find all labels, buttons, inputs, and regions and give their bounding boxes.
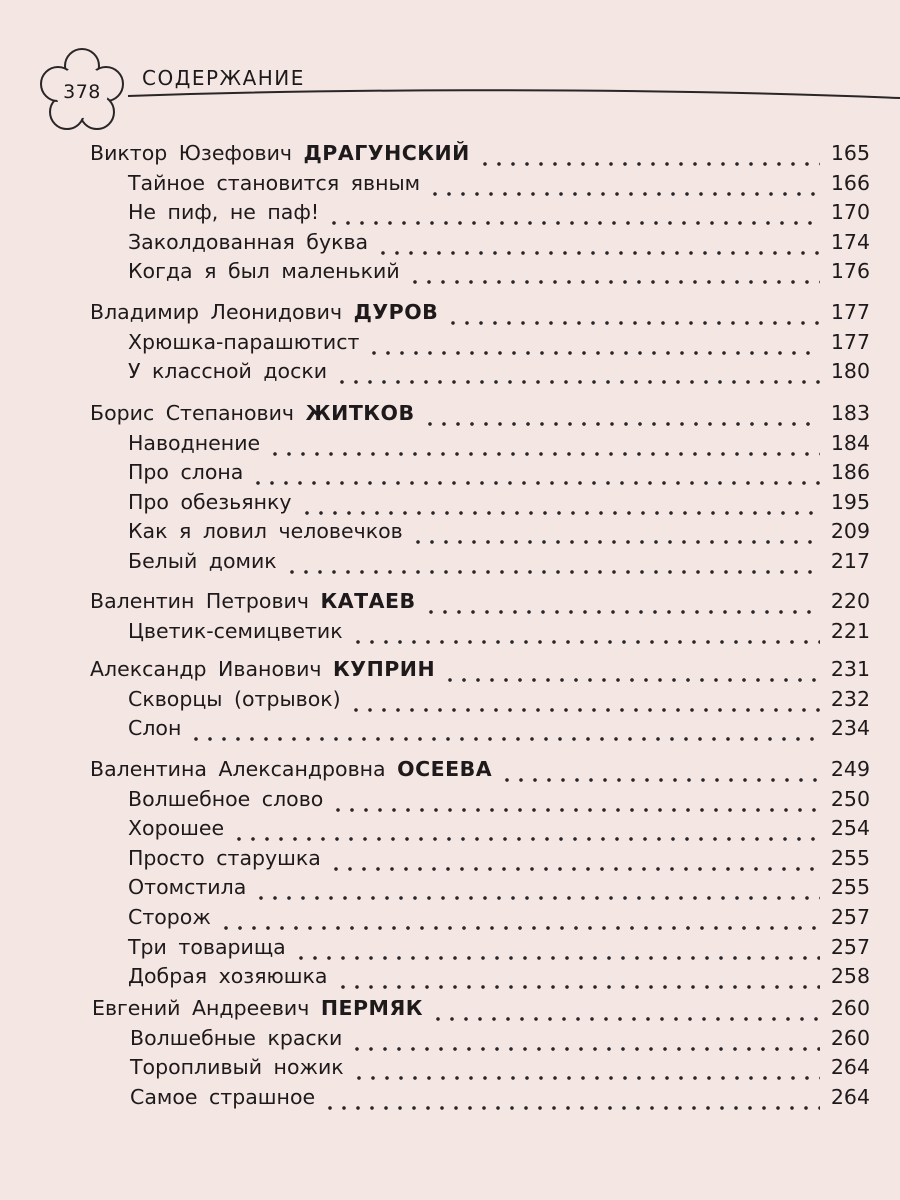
author-first-names: Борис Степанович: [90, 401, 295, 425]
dot-leader: [254, 880, 820, 902]
work-title: Хорошее: [128, 816, 225, 841]
dot-leader: [411, 524, 820, 546]
work-title: Самое страшное: [130, 1084, 316, 1109]
work-title: Когда я был маленький: [128, 259, 400, 284]
author-name: [90, 138, 470, 168]
toc-work-row: [128, 843, 870, 873]
page-ref: 180: [830, 359, 870, 384]
author-name: [90, 398, 415, 428]
author-first-names: Валентина Александровна: [90, 757, 386, 781]
toc-author-row: [92, 993, 870, 1023]
work-title: Скворцы (отрывок): [128, 686, 341, 711]
page-ref: 255: [830, 875, 870, 900]
toc-work-row: [128, 713, 870, 743]
work-title: Как я ловил человечков: [128, 519, 403, 544]
toc-work-row: [128, 356, 870, 386]
dot-leader: [327, 205, 820, 227]
toc-work-row: [128, 327, 870, 357]
page-ref: 174: [830, 229, 870, 254]
page-ref: 255: [830, 845, 870, 870]
dot-leader: [351, 624, 820, 646]
toc-work-row: [128, 872, 870, 902]
work-title: У классной доски: [128, 359, 328, 384]
toc-author-row: [90, 754, 870, 784]
toc-work-row: [128, 684, 870, 714]
dot-leader: [350, 1031, 820, 1053]
page-ref: 186: [830, 460, 870, 485]
work-title: Заколдованная буква: [128, 229, 369, 254]
page-ref: 264: [830, 1084, 870, 1109]
author-first-names: Владимир Леонидович: [90, 300, 343, 324]
author-name: [90, 754, 492, 784]
author-first-names: Александр Иванович: [90, 657, 322, 681]
toc-work-row: [130, 1023, 870, 1053]
work-title: Белый домик: [128, 549, 277, 573]
dot-leader: [431, 1001, 820, 1023]
section-title: СОДЕРЖАНИЕ: [142, 66, 305, 90]
toc-work-row: [128, 457, 870, 487]
toc-work-row: [128, 784, 870, 814]
toc-work-row: [128, 961, 870, 991]
page-ref: 258: [830, 964, 870, 989]
toc-work-row: [128, 546, 870, 576]
work-title: Тайное становится явным: [128, 170, 421, 195]
toc-work-row: [128, 487, 870, 517]
dot-leader: [423, 406, 820, 428]
toc-author-row: [90, 138, 870, 168]
page-ref: 170: [830, 200, 870, 225]
author-first-names: Виктор Юзефович: [90, 141, 293, 165]
author-surname: ПЕРМЯК: [320, 996, 424, 1020]
page-ref: 183: [830, 401, 870, 425]
page-ref: 220: [830, 589, 870, 613]
page-ref: 257: [830, 905, 870, 929]
work-title: Слон: [128, 716, 182, 741]
author-name: [90, 654, 435, 684]
dot-leader: [408, 264, 820, 286]
toc-work-row: [130, 1052, 870, 1082]
work-title: Сторож: [128, 905, 211, 929]
page-ref: 176: [830, 259, 870, 284]
page-ref: 209: [830, 519, 870, 544]
dot-leader: [189, 721, 820, 743]
toc-work-row: [128, 168, 870, 198]
dot-leader: [232, 821, 820, 843]
author-name: [90, 586, 416, 616]
page-ref: 260: [830, 996, 870, 1020]
page-number: 378: [63, 81, 101, 103]
page-ref: 257: [830, 934, 870, 959]
dot-leader: [323, 1090, 820, 1112]
page-ref: 165: [830, 141, 870, 165]
work-title: Просто старушка: [128, 845, 321, 870]
author-first-names: Евгений Андреевич: [92, 996, 310, 1020]
author-surname: ДУРОВ: [353, 300, 439, 324]
page-ref: 195: [830, 489, 870, 514]
work-title: Добрая хозяюшка: [128, 964, 328, 989]
dot-leader: [219, 910, 820, 932]
page-ref: 232: [830, 686, 870, 711]
dot-leader: [294, 940, 820, 962]
dot-leader: [352, 1060, 820, 1082]
dot-leader: [478, 146, 820, 168]
toc-work-row: [128, 428, 870, 458]
author-surname: ОСЕЕВА: [397, 757, 493, 781]
author-surname: ДРАГУНСКИЙ: [303, 141, 470, 165]
work-title: Хрюшка-парашютист: [128, 329, 360, 354]
dot-leader: [251, 465, 820, 487]
toc-author-row: [90, 398, 870, 428]
work-title: Три товарища: [128, 934, 286, 959]
dot-leader: [329, 851, 820, 873]
dot-leader: [376, 235, 820, 257]
work-title: Торопливый ножик: [130, 1055, 344, 1080]
page-ref: 166: [830, 170, 870, 195]
dot-leader: [335, 364, 820, 386]
author-name: [92, 993, 423, 1023]
toc-author-row: [90, 297, 870, 327]
author-surname: КАТАЕВ: [320, 589, 416, 613]
toc-work-row: [128, 616, 870, 646]
dot-leader: [285, 554, 820, 576]
work-title: Не пиф, не паф!: [128, 200, 320, 225]
toc-work-row: [128, 227, 870, 257]
dot-leader: [428, 176, 820, 198]
toc-author-row: [90, 654, 870, 684]
page-ref: 177: [830, 329, 870, 354]
work-title: Волшебное слово: [128, 786, 324, 811]
author-name: [90, 297, 438, 327]
dot-leader: [443, 662, 820, 684]
dot-leader: [500, 762, 820, 784]
author-first-names: Валентин Петрович: [90, 589, 309, 613]
page-ref: 250: [830, 786, 870, 811]
toc-work-row: [128, 902, 870, 932]
work-title: Наводнение: [128, 430, 261, 455]
dot-leader: [331, 792, 820, 814]
dot-leader: [424, 594, 820, 616]
author-surname: КУПРИН: [333, 657, 436, 681]
page-ref: 231: [830, 657, 870, 681]
work-title: Цветик-семицветик: [128, 618, 343, 643]
dot-leader: [446, 305, 820, 327]
dot-leader: [336, 969, 821, 991]
toc-work-row: [130, 1082, 870, 1112]
page-ref: 249: [830, 757, 870, 781]
dot-leader: [367, 335, 820, 357]
page-ref: 254: [830, 816, 870, 841]
work-title: Про обезьянку: [128, 489, 292, 514]
page-ref: 184: [830, 430, 870, 455]
work-title: Отомстила: [128, 875, 247, 900]
page-ref: 264: [830, 1055, 870, 1080]
work-title: Про слона: [128, 460, 244, 485]
page-ref: 234: [830, 716, 870, 741]
page-ref: 221: [830, 618, 870, 643]
toc-author-row: [90, 586, 870, 616]
toc-work-row: [128, 516, 870, 546]
work-title: Волшебные краски: [130, 1025, 343, 1050]
toc-work-row: [128, 197, 870, 227]
dot-leader: [300, 495, 820, 517]
dot-leader: [349, 692, 820, 714]
dot-leader: [268, 436, 820, 458]
page-ref: 260: [830, 1025, 870, 1050]
toc-work-row: [128, 813, 870, 843]
toc-work-row: [128, 256, 870, 286]
page-ref: 217: [830, 549, 870, 573]
author-surname: ЖИТКОВ: [305, 401, 415, 425]
page-ref: 177: [830, 300, 870, 324]
toc-work-row: [128, 932, 870, 962]
